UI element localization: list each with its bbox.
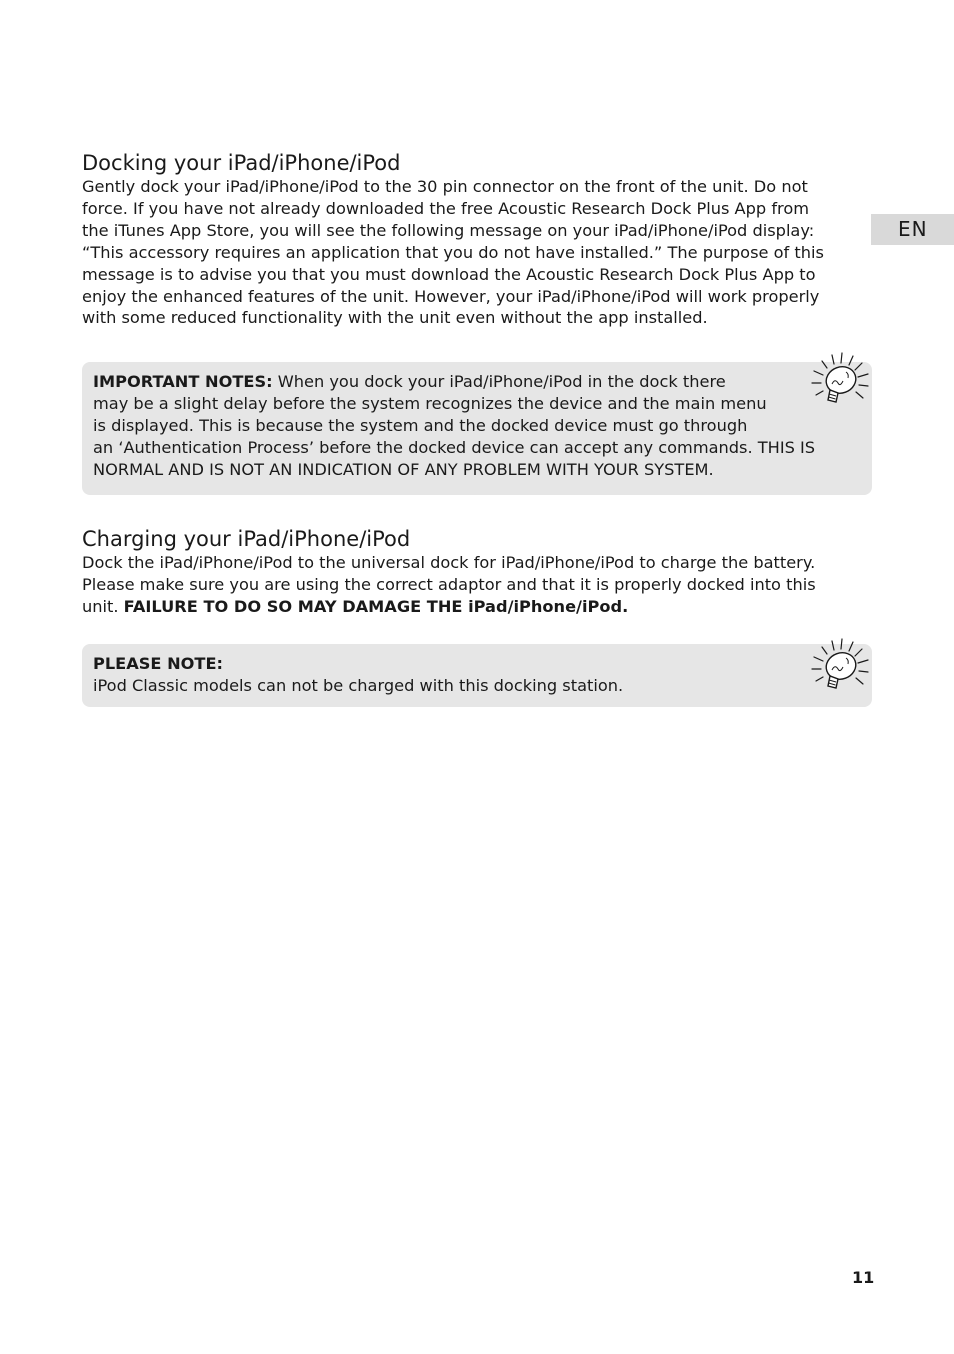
lightbulb-icon — [808, 636, 872, 700]
charging-paragraph — [82, 552, 872, 618]
important-notes-box — [82, 362, 872, 495]
docking-section — [82, 150, 872, 329]
docking-heading: Docking your iPad/iPhone/iPod — [82, 151, 401, 175]
docking-line: force. If you have not already downloaded the free Acoustic Research Dock Plus App from — [82, 198, 809, 218]
important-notes-line: may be a slight delay before the system recognizes the device and the main menu — [93, 393, 767, 413]
charging-section — [82, 526, 872, 618]
charging-line: unit. — [82, 596, 124, 616]
page-number: 11 — [852, 1268, 875, 1287]
charging-warning: FAILURE TO DO SO MAY DAMAGE THE iPad/iPhone/iPod. — [123, 596, 629, 616]
language-tab: EN — [871, 214, 954, 245]
please-note-text — [93, 653, 861, 697]
charging-line: Please make sure you are using the correct adaptor and that it is properly docked into this — [82, 574, 816, 594]
docking-line: “This accessory requires an application that you do not have installed.” The purpose of this — [82, 242, 824, 262]
please-note-label: PLEASE NOTE: — [93, 654, 223, 673]
important-notes-line: an ‘Authentication Process’ before the docked device can accept any commands. THIS IS — [93, 437, 816, 457]
docking-line: the iTunes App Store, you will see the following message on your iPad/iPhone/iPod display: — [82, 220, 815, 240]
docking-line: with some reduced functionality with the unit even without the app installed. — [82, 308, 708, 328]
charging-line: Dock the iPad/iPhone/iPod to the universal dock for iPad/iPhone/iPod to charge the battery. — [82, 553, 816, 572]
please-note-box — [82, 644, 872, 707]
docking-line: enjoy the enhanced features of the unit. However, your iPad/iPhone/iPod will work properly — [82, 286, 820, 306]
important-notes-text — [93, 371, 861, 481]
lightbulb-icon — [808, 350, 872, 414]
please-note-line: iPod Classic models can not be charged with this docking station. — [93, 675, 624, 695]
docking-line: message is to advise you that you must download the Acoustic Research Dock Plus App to — [82, 264, 816, 284]
important-notes-line: NORMAL AND IS NOT AN INDICATION OF ANY PROBLEM WITH YOUR SYSTEM. — [93, 459, 714, 479]
charging-heading: Charging your iPad/iPhone/iPod — [82, 527, 411, 551]
important-notes-line: When you dock your iPad/iPhone/iPod in the dock there — [272, 372, 726, 391]
docking-paragraph — [82, 176, 872, 329]
important-notes-line: is displayed. This is because the system and the docked device must go through — [93, 415, 748, 435]
docking-line: Gently dock your iPad/iPhone/iPod to the 30 pin connector on the front of the unit. Do not — [82, 177, 808, 196]
important-notes-label: IMPORTANT NOTES: — [93, 372, 273, 391]
